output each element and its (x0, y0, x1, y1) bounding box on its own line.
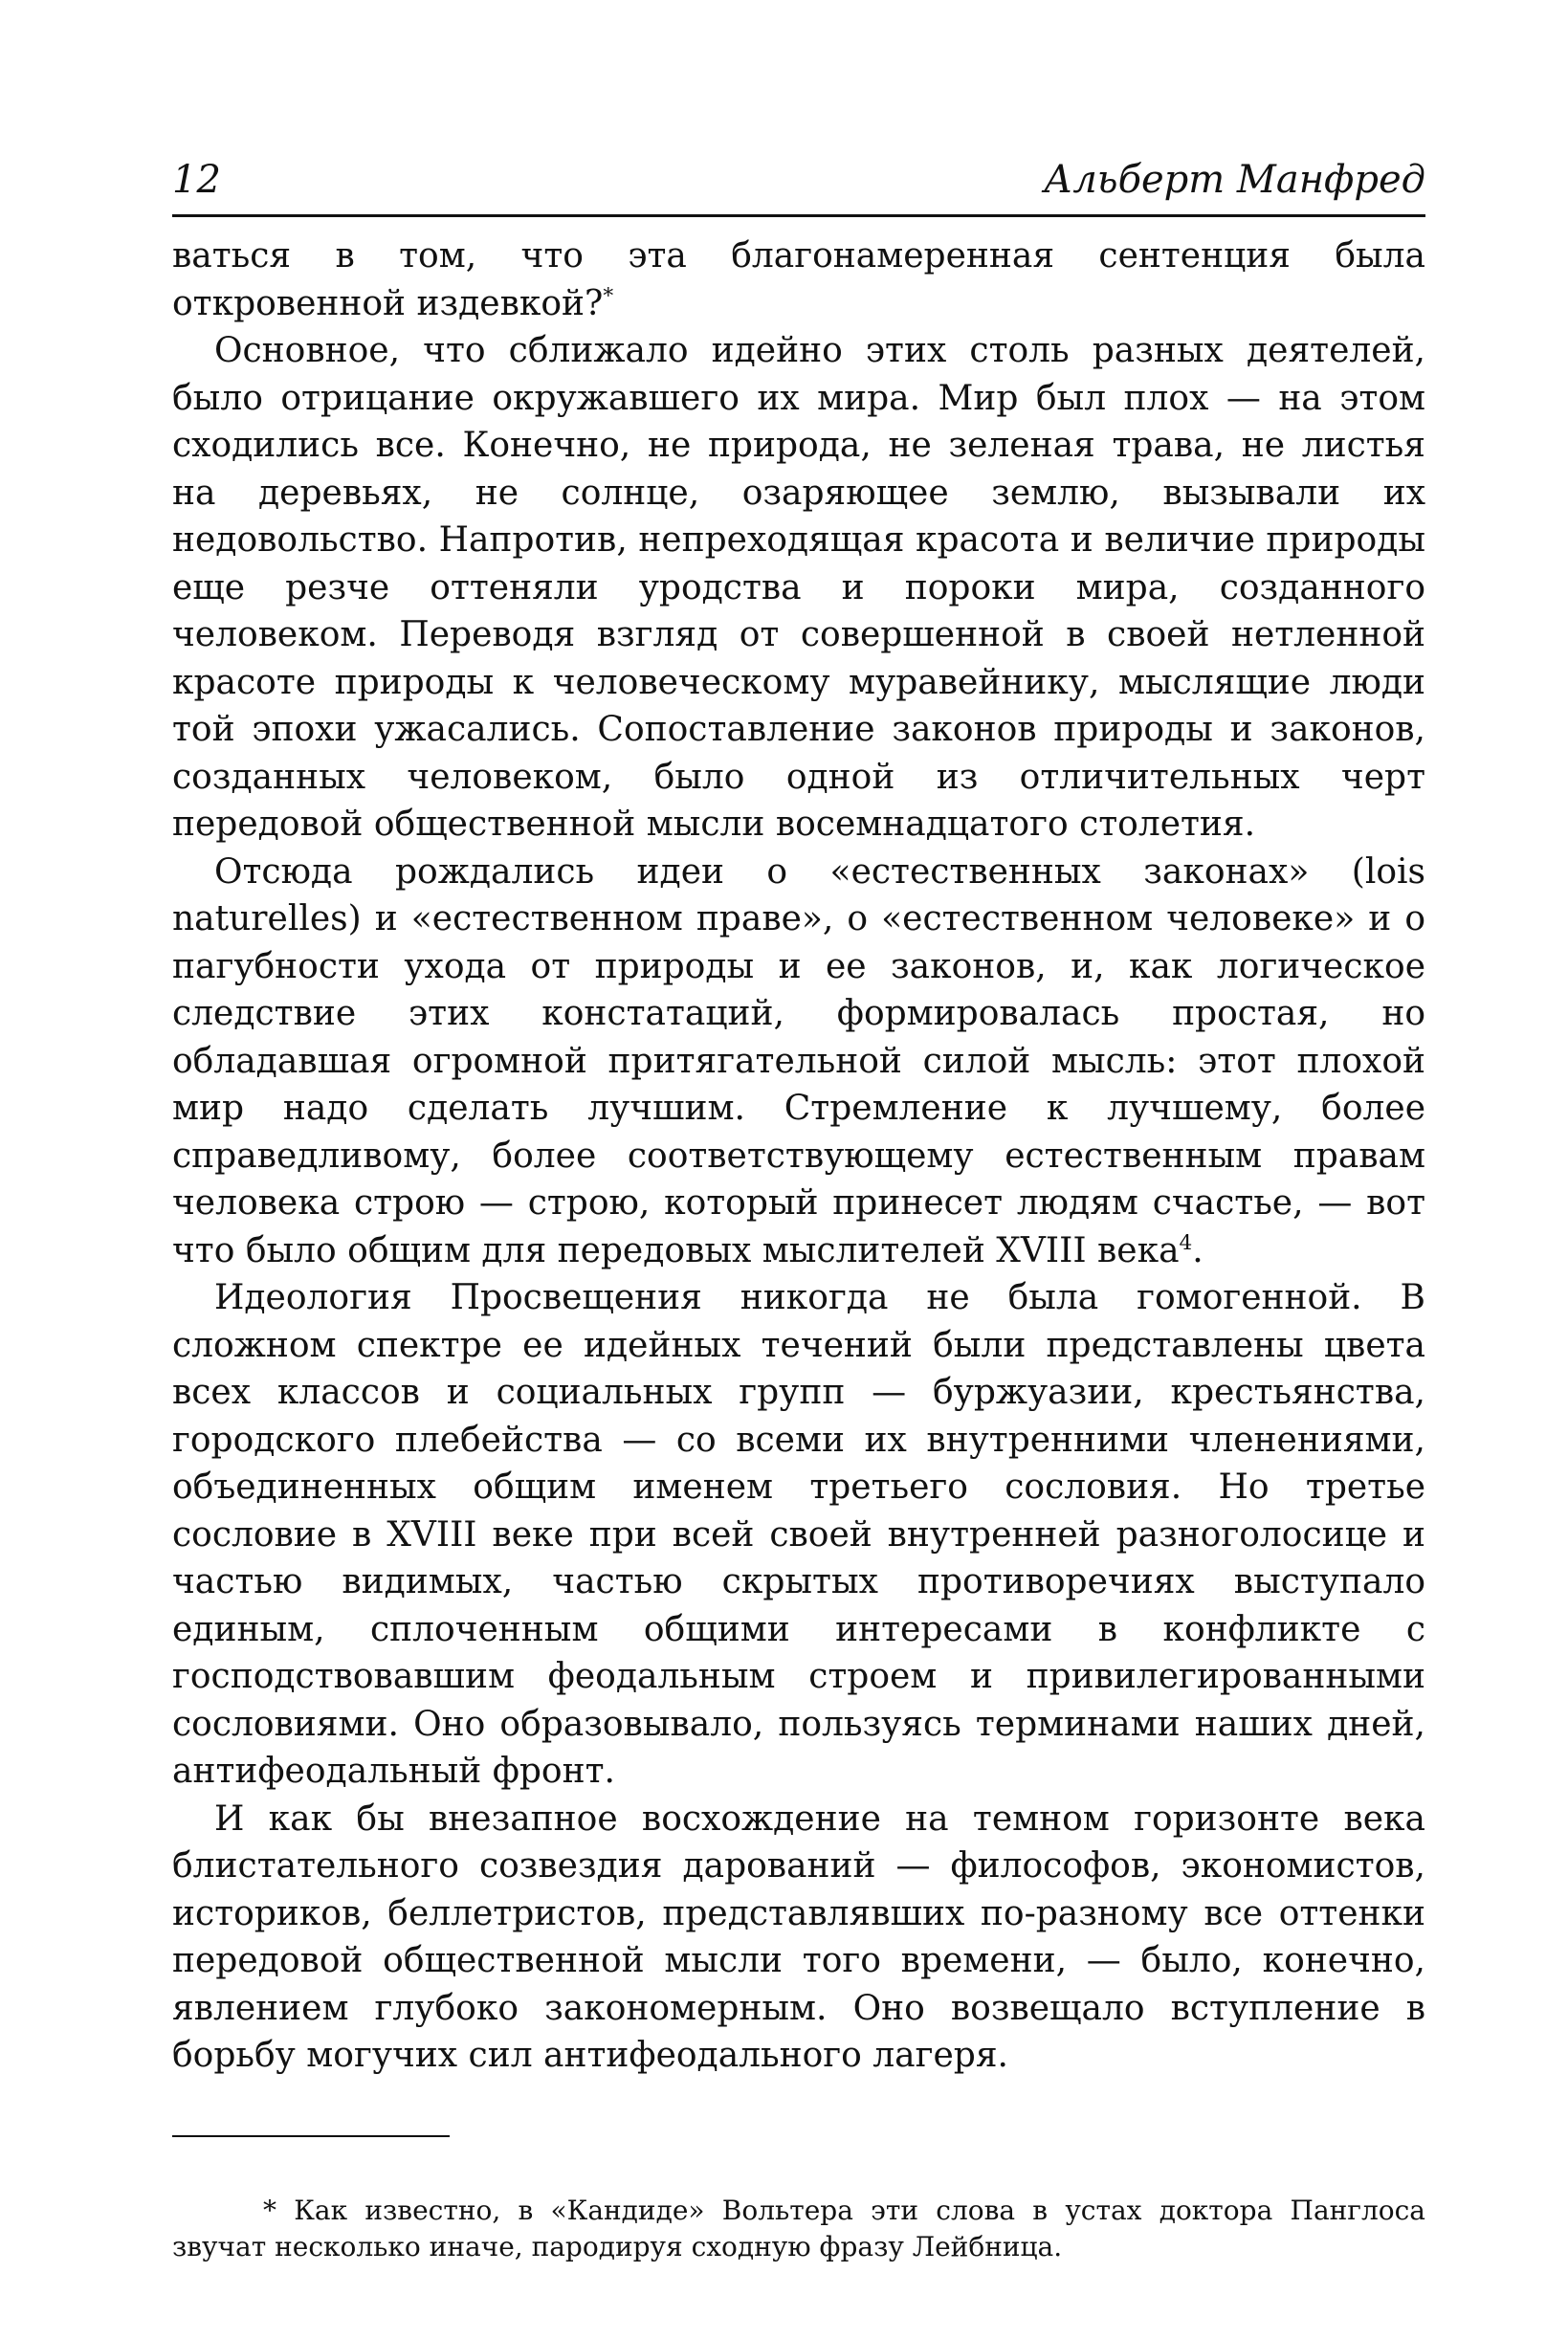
paragraph-5: И как бы внезапное восхождение на темном горизонте века блистательного созвездия дарований — философов, экономистов, историков, беллетристов, представлявших по-разному все оттенки передовой общественной мысли того времени, — было, конечно, явлением глубоко закономерным. Оно возвещало вступление в борьбу могучих сил антифеодального лагеря. (172, 1798, 1425, 2075)
paragraph-3 (172, 849, 1425, 1275)
body-text (172, 232, 1425, 2080)
page-number: 12 (172, 158, 221, 202)
footnote-marker: * (263, 2194, 276, 2226)
running-head-author: Альберт Манфред (1044, 158, 1425, 202)
running-head (172, 153, 1425, 217)
paragraph-1-text: ваться в том, что эта благонамеренная сентенция была откровенной издевкой? (172, 236, 1425, 323)
footnote-divider (172, 2135, 450, 2137)
footnote (172, 2193, 1425, 2265)
paragraph-3-tail: . (1192, 1230, 1204, 1270)
footnote-text: Как известно, в «Кандиде» Вольтера эти слова в устах доктора Панглоса звучат несколько иначе, пародируя сходную фразу Лейбница. (172, 2194, 1425, 2262)
paragraph-2: Основное, что сближало идейно этих столь разных деятелей, было отрицание окружавшего их мира. Мир был плох — на этом сходились все. Конечно, не природа, не зеленая трава, не листья на деревьях, не солнце, озаряющее землю, вызывали их недовольство. Напротив, непреходящая красота и величие природы еще резче оттеняли уродства и пороки мира, созданного человеком. Переводя взгляд от совершенной в своей нетленной красоте природы к человеческому муравейнику, мыслящие люди той эпохи ужасались. Сопоставление законов природы и законов, созданных человеком, было одной из отличительных черт передовой общественной мысли восемнадцатого столетия. (172, 331, 1425, 844)
footnote-reference-marker: * (603, 283, 614, 308)
paragraph-1 (172, 232, 1425, 327)
paragraph-4: Идеология Просвещения никогда не была гомогенной. В сложном спектре ее идейных течений были представлены цвета всех классов и социальных групп — буржуазии, крестьянства, городского плебейства — со всеми их внутренними членениями, объединенных общим именем третьего сословия. Но третье сословие в XVIII веке при всей своей внутренней разноголосице и частью видимых, частью скрытых противоречиях выступало единым, сплоченным общими интересами в конфликте с господствовавшим феодальным строем и привилегированными сословиями. Оно образовывало, пользуясь терминами наших дней, антифеодальный фронт. (172, 1278, 1425, 1791)
endnote-reference-4: 4 (1179, 1230, 1193, 1255)
paragraph-3-text: Отсюда рождались идеи о «естественных законах» (lois naturelles) и «естественном праве», о «естественном человеке» и о пагубности ухода от природы и ее законов, и, как логическое следствие этих констатаций, формировалась простая, но обладавшая огромной притягательной силой мысль: этот плохой мир надо сделать лучшим. Стремление к лучшему, более справедливому, более соответствующему естественным правам человека строю — строю, который принесет людям счастье, — вот что было общим для передовых мыслителей XVIII века (172, 851, 1425, 1270)
book-page (172, 153, 1425, 2292)
